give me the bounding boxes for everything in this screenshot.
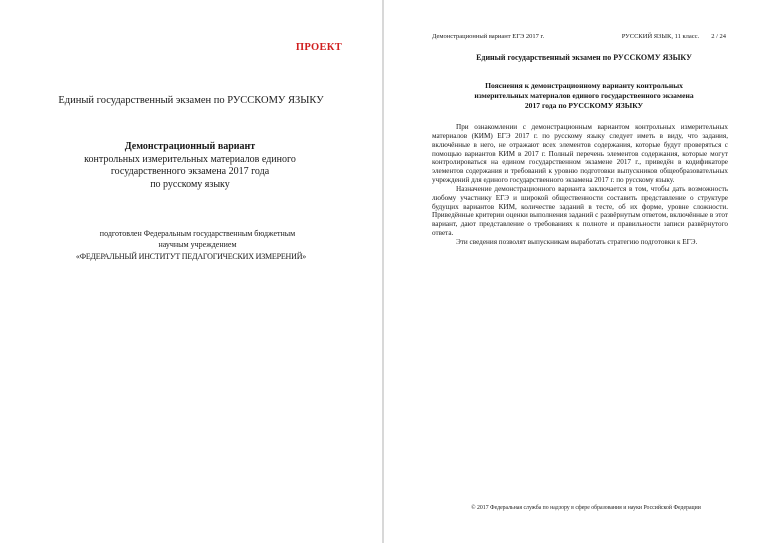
demo-variant-title: Демонстрационный вариант (124, 141, 256, 152)
demo-variant-line: по русскому языку (150, 178, 230, 190)
header-subject: РУССКИЙ ЯЗЫК, 11 класс. (621, 33, 700, 40)
prepared-by-line: научным учреждением (158, 240, 237, 249)
page-number: 2 / 24 (711, 33, 726, 40)
copyright-footer: © 2017 Федеральная служба по надзору в сфере образования и науки Российской Федерации (471, 505, 701, 511)
demo-variant-line: государственного экзамена 2017 года (110, 166, 270, 177)
paragraph: Эти сведения позволят выпускникам выработать стратегию подготовки к ЕГЭ. (456, 237, 698, 246)
explanation-title-line: 2017 года по РУССКОМУ ЯЗЫКУ (524, 101, 644, 110)
explanation-body (432, 123, 728, 247)
right-page (384, 0, 768, 543)
demo-variant-line: контрольных измерительных материалов единого (84, 153, 296, 165)
project-stamp: ПРОЕКТ (295, 42, 342, 53)
explanation-title-line: измерительных материалов единого государственного экзамена (474, 91, 694, 100)
exam-title: Единый государственный экзамен по РУССКОМУ ЯЗЫКУ (476, 53, 692, 62)
paragraph: При ознакомлении с демонстрационным вариантом контрольных измерительных материалов (КИМ) ЕГЭ 2017 г. по русскому языку следует иметь в виду, что задания, включённые в него, не отражают всех элементов содержания, которые будут проверяться с помощью вариантов КИМ в 2017 г. Полный перечень элементов содержания, которые могут контролироваться на едином государственном экзамене 2017 г., приведён в кодификаторе элементов содержания и требований к уровню подготовки выпускников общеобразовательных учреждений для единого государственного экзамена 2017 г. по русскому языку. (432, 123, 728, 185)
paragraph: Назначение демонстрационного варианта заключается в том, чтобы дать возможность любому участнику ЕГЭ и широкой общественности составить представление о структуре будущих вариантов КИМ, количестве заданий в тесте, об их форме, уровне сложности. Приведённые критерии оценки выполнения заданий с развёрнутым ответом, включённые в этот вариант, дают представление о требованиях к полноте и правильности записи развёрнутого ответа. (432, 184, 728, 238)
institute-name: «ФЕДЕРАЛЬНЫЙ ИНСТИТУТ ПЕДАГОГИЧЕСКИХ ИЗМЕРЕНИЙ» (75, 252, 307, 261)
left-page (0, 0, 382, 543)
prepared-by (40, 228, 355, 250)
running-header-left: Демонстрационный вариант ЕГЭ 2017 г. (432, 33, 545, 40)
running-header-right (622, 33, 726, 40)
exam-title: Единый государственный экзамен по РУССКОМУ ЯЗЫКУ (58, 95, 324, 106)
demo-variant-block (40, 141, 340, 191)
explanation-title-line: Пояснения к демонстрационному варианту контрольных (485, 81, 683, 90)
prepared-by-line: подготовлен Федеральным государственным бюджетным (99, 229, 296, 238)
explanation-title (434, 81, 734, 111)
